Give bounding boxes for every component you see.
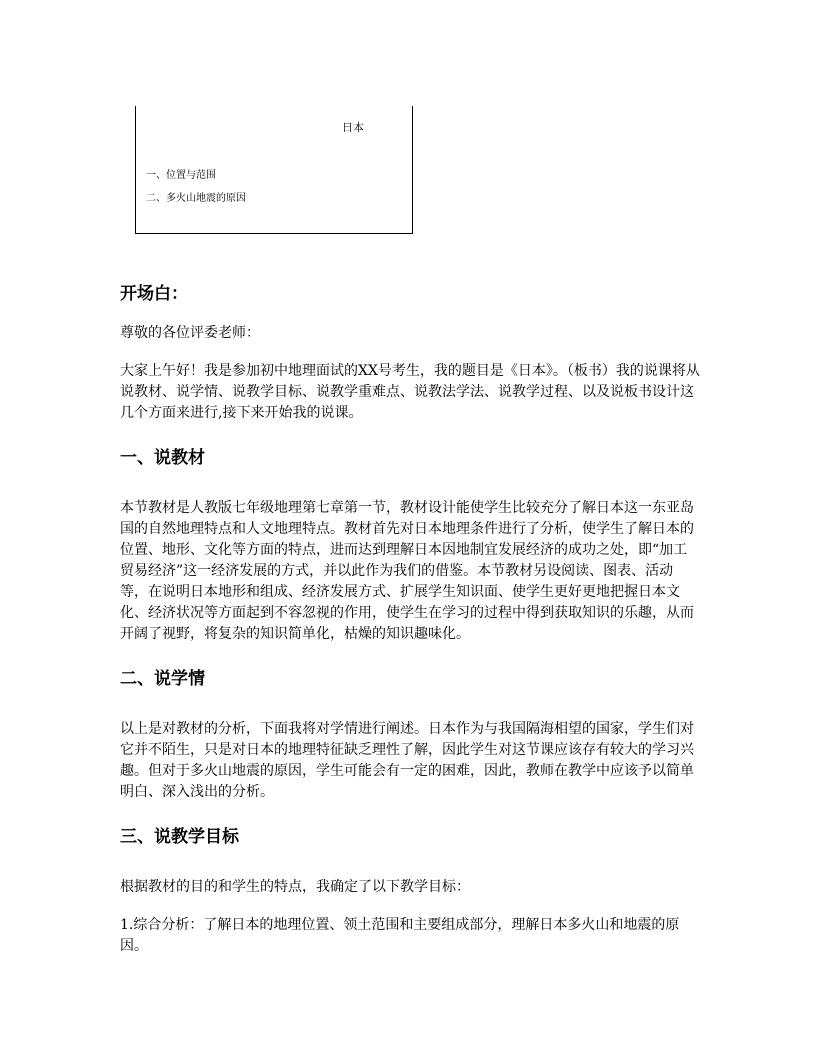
section-goals-item-1: 1.综合分析：了解日本的地理位置、领土范围和主要组成部分，理解日本多火山和地震的原因。	[120, 917, 680, 954]
blackboard-design-box	[135, 106, 413, 234]
section-goals-heading: 三、说教学目标	[120, 827, 239, 847]
section-goals-intro: 根据教材的目的和学生的特点，我确定了以下教学目标：	[120, 879, 470, 895]
opening-heading: 开场白：	[120, 284, 188, 304]
section-textbook-paragraph: 本节教材是人教版七年级地理第七章第一节，教材设计能使学生比较充分了解日本这一东亚岛国的自然地理特点和人文地理特点。教材首先对日本地理条件进行了分析，使学生了解日本的位置、地形、文化等方面的特点，进而达到理解日本因地制宜发展经济的成功之处，即“加工贸易经济”这一经济发展的方式，并以此作为我们的借鉴。本节教材另设阅读、图表、活动等，在说明日本地形和组成、经济发展方式、扩展学生知识面、使学生更好更地把握日本文化、经济状况等方面起到不容忽视的作用，使学生在学习的过程中得到获取知识的乐趣，从而开阔了视野，将复杂的知识简单化，枯燥的知识趣味化。	[120, 500, 694, 642]
section-students-paragraph: 以上是对教材的分析，下面我将对学情进行阐述。日本作为与我国隔海相望的国家，学生们对它并不陌生，只是对日本的地理特征缺乏理性了解，因此学生对这节课应该存有较大的学习兴趣。但对于多火山地震的原因，学生可能会有一定的困难，因此，教师在教学中应该予以简单明白、深入浅出的分析。	[120, 721, 694, 800]
section-textbook-heading: 一、说教材	[120, 448, 205, 468]
document-body	[120, 282, 700, 957]
section-students-heading: 二、说学情	[120, 669, 205, 689]
board-item-volcano-cause: 二、多火山地震的原因	[146, 193, 246, 204]
greeting-paragraph: 尊敬的各位评委老师：	[120, 325, 260, 341]
intro-paragraph: 大家上午好！我是参加初中地理面试的XX号考生，我的题目是《日本》。（板书）我的说课将从说教材、说学情、说教学目标、说教学重难点、说教法学法、说教学过程、以及说板书设计这几个方面来进行,接下来开始我的说课。	[120, 363, 700, 421]
board-item-location: 一、位置与范围	[146, 170, 216, 181]
board-title: 日本	[342, 121, 364, 134]
